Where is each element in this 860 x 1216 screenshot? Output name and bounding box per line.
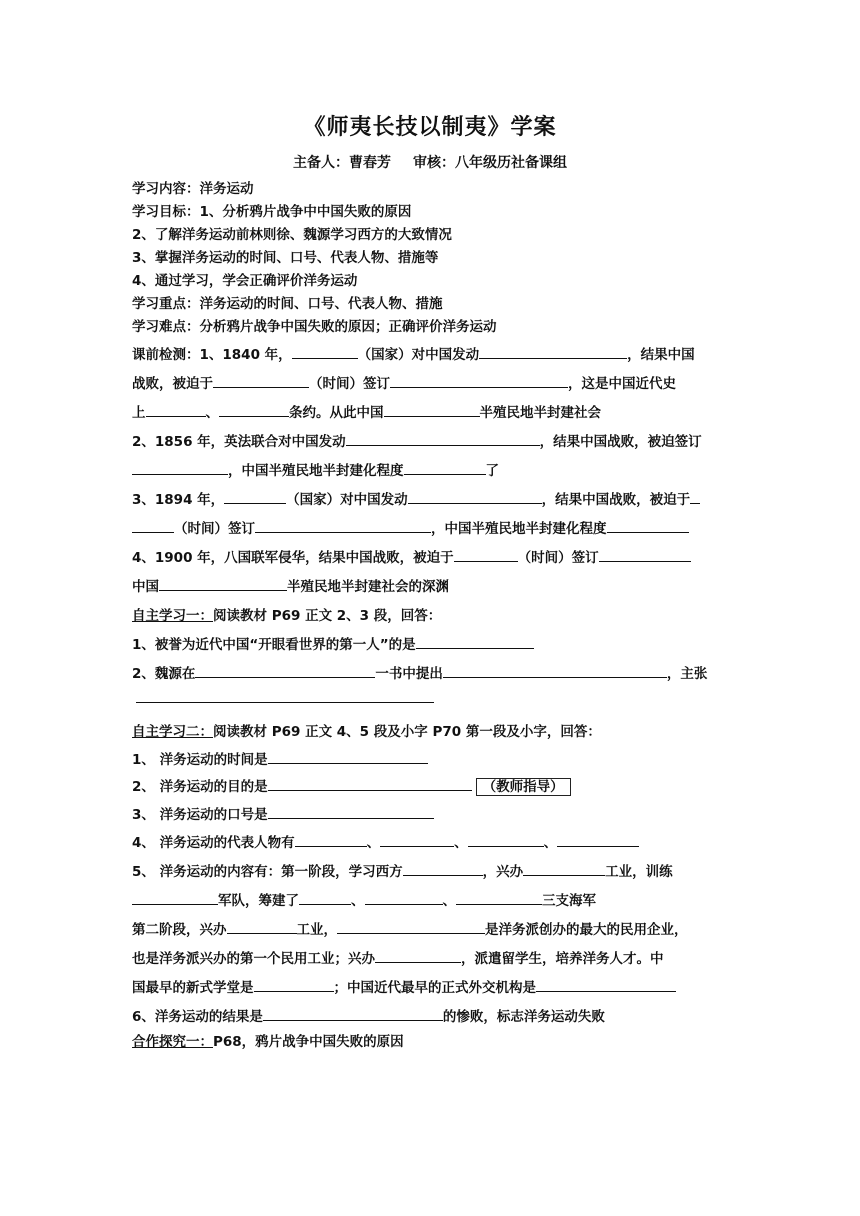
blank[interactable]: [146, 402, 206, 417]
blank[interactable]: [416, 634, 534, 649]
blank[interactable]: [132, 460, 228, 475]
text: 、: [454, 835, 468, 851]
blank[interactable]: [227, 919, 297, 934]
blank[interactable]: [292, 344, 358, 359]
blank[interactable]: [408, 489, 542, 504]
blank[interactable]: [263, 1006, 443, 1021]
text: 第二阶段，兴办: [132, 922, 227, 938]
blank[interactable]: [404, 460, 486, 475]
blank[interactable]: [365, 890, 443, 905]
section-heading: 自主学习一：: [132, 608, 213, 624]
text: ，兴办: [482, 864, 524, 880]
text: 了: [485, 463, 499, 479]
text: 条约。从此中国: [289, 405, 384, 421]
text: 工业，训练: [605, 864, 673, 880]
blank[interactable]: [523, 861, 605, 876]
author: 主备人：曹春芳: [293, 155, 391, 171]
text: ，派遣留学生，培养洋务人才。中: [461, 951, 664, 967]
blank[interactable]: [136, 688, 434, 703]
text: 、: [351, 893, 365, 909]
self-study-2-q6: [132, 1005, 732, 1025]
text: 阅读教材 P69 正文 4、5 段及小字 P70 第一段及小字，回答：: [213, 724, 601, 740]
blank[interactable]: [346, 431, 540, 446]
self-study-1-heading: [132, 604, 732, 624]
blank[interactable]: [599, 547, 691, 562]
blank[interactable]: [390, 373, 568, 388]
text: （时间）签订: [174, 521, 255, 537]
text: 3、1894 年，: [132, 492, 225, 508]
text: 1、 洋务运动的时间是: [132, 752, 268, 768]
text: 课前检测：1、1840 年，: [132, 347, 292, 363]
blank[interactable]: [375, 948, 461, 963]
text: 、: [442, 893, 456, 909]
blank[interactable]: [443, 663, 667, 678]
text: ，中国半殖民地半封建化程度: [228, 463, 404, 479]
precheck-line-5: [132, 459, 732, 479]
byline: [0, 152, 860, 172]
text: 1、被誉为近代中国“开眼看世界的第一人”的是: [132, 637, 416, 653]
self-study-1-q1: [132, 633, 732, 653]
blank[interactable]: [195, 663, 375, 678]
text: 、: [366, 835, 381, 851]
text: ，结果中国: [627, 347, 695, 363]
self-study-1-q2: [132, 662, 732, 682]
text: 5、 洋务运动的内容有：第一阶段，学习西方: [132, 864, 403, 880]
text: 工业，: [296, 922, 337, 938]
text: ，中国半殖民地半封建化程度: [431, 521, 607, 537]
text: （时间）签订: [309, 376, 390, 392]
text: 军队，筹建了: [218, 893, 299, 909]
text: 4、 洋务运动的代表人物有: [132, 835, 295, 851]
study-goal-3: 3、掌握洋务运动的时间、口号、代表人物、措施等: [132, 250, 439, 266]
blank[interactable]: [479, 344, 627, 359]
blank[interactable]: [213, 373, 309, 388]
blank[interactable]: [159, 576, 287, 591]
blank[interactable]: [557, 832, 639, 847]
self-study-2-q5-e: [132, 976, 732, 996]
text: 6、洋务运动的结果是: [132, 1009, 263, 1025]
precheck-line-2: [132, 372, 732, 392]
study-content: 学习内容：洋务运动: [132, 181, 254, 197]
blank[interactable]: [456, 890, 542, 905]
text: ，结果中国战败，被迫于: [541, 492, 691, 508]
blank[interactable]: [403, 861, 483, 876]
blank[interactable]: [299, 890, 351, 905]
blank[interactable]: [468, 832, 544, 847]
blank[interactable]: [219, 402, 289, 417]
blank[interactable]: [255, 518, 431, 533]
blank[interactable]: [132, 890, 218, 905]
text: 、: [205, 405, 219, 421]
precheck-line-9: [132, 575, 732, 595]
self-study-2-q5-c: [132, 918, 732, 938]
text: 上: [132, 405, 146, 421]
text: 阅读教材 P69 正文 2、3 段，回答：: [213, 608, 442, 624]
key-point: 学习重点：洋务运动的时间、口号、代表人物、措施: [132, 296, 443, 312]
text: 4、1900 年，八国联军侵华，结果中国战败，被迫于: [132, 550, 454, 566]
text: ，这是中国近代史: [568, 376, 676, 392]
section-heading: 合作探究一：: [132, 1034, 213, 1050]
text: 一书中提出: [375, 666, 443, 682]
text: 、: [543, 835, 558, 851]
text: 半殖民地半封建社会: [479, 405, 601, 421]
difficult-point: 学习难点：分析鸦片战争中国失败的原因；正确评价洋务运动: [132, 319, 497, 335]
text: 3、 洋务运动的口号是: [132, 807, 268, 823]
text: P68，鸦片战争中国失败的原因: [213, 1034, 404, 1050]
blank[interactable]: [224, 489, 286, 504]
blank[interactable]: [295, 832, 367, 847]
text: 是洋务派创办的最大的民用企业，: [485, 922, 688, 938]
precheck-line-6: [132, 488, 732, 508]
self-study-1-q2-cont: [132, 688, 732, 707]
text: 国最早的新式学堂是: [132, 980, 254, 996]
text: 2、1856 年，英法联合对中国发动: [132, 434, 346, 450]
study-goal-4: 4、通过学习，学会正确评价洋务运动: [132, 273, 358, 289]
precheck-line-7: [132, 517, 732, 537]
text: ，结果中国战败，被迫签订: [539, 434, 702, 450]
self-study-2-q4: [132, 831, 732, 851]
study-goal-1: 学习目标：1、分析鸦片战争中中国失败的原因: [132, 204, 412, 220]
study-goal-2: 2、了解洋务运动前林则徐、魏源学习西方的大致情况: [132, 227, 452, 243]
text: ；中国近代最早的正式外交机构是: [333, 980, 536, 996]
blank[interactable]: [132, 518, 174, 533]
text: 也是洋务派兴办的第一个民用工业；兴办: [132, 951, 375, 967]
text: 战败，被迫于: [132, 376, 213, 392]
blank[interactable]: [607, 518, 689, 533]
blank[interactable]: [268, 749, 428, 764]
text: 2、魏源在: [132, 666, 196, 682]
page-title: 《师夷长技以制夷》学案: [303, 114, 557, 140]
self-study-2-q2: [132, 775, 732, 795]
blank[interactable]: [254, 977, 334, 992]
self-study-2-q5-d: [132, 947, 732, 967]
text: （国家）对中国发动: [357, 347, 480, 363]
blank[interactable]: [384, 402, 480, 417]
blank[interactable]: [380, 832, 454, 847]
blank[interactable]: [536, 977, 676, 992]
coop-inquiry-1: [132, 1030, 732, 1050]
text: 的惨败，标志洋务运动失败: [442, 1009, 605, 1025]
section-heading: 自主学习二：: [132, 724, 213, 740]
precheck-line-3: [132, 401, 732, 421]
precheck-line-8: [132, 546, 732, 566]
text: （时间）签订: [517, 550, 599, 566]
self-study-2-q1: [132, 748, 732, 768]
precheck-line-4: [132, 430, 732, 450]
text: （国家）对中国发动: [286, 492, 408, 508]
self-study-2-q5-b: [132, 889, 732, 909]
text: 半殖民地半封建社会的深渊: [287, 579, 449, 595]
text: 三支海军: [542, 893, 596, 909]
reviewer: 审核：八年级历社备课组: [413, 155, 567, 171]
self-study-2-q3: [132, 803, 732, 823]
teacher-guide-box: （教师指导）: [476, 778, 571, 796]
blank[interactable]: [337, 919, 485, 934]
text: 2、 洋务运动的目的是: [132, 779, 268, 795]
text: ，主张: [666, 666, 708, 682]
self-study-2-heading: [132, 720, 732, 740]
self-study-2-q5-a: [132, 860, 732, 880]
text: 中国: [132, 579, 159, 595]
blank[interactable]: [268, 804, 434, 819]
blank[interactable]: [268, 776, 472, 791]
blank[interactable]: [690, 489, 700, 504]
blank[interactable]: [454, 547, 518, 562]
precheck-line-1: [132, 343, 732, 363]
